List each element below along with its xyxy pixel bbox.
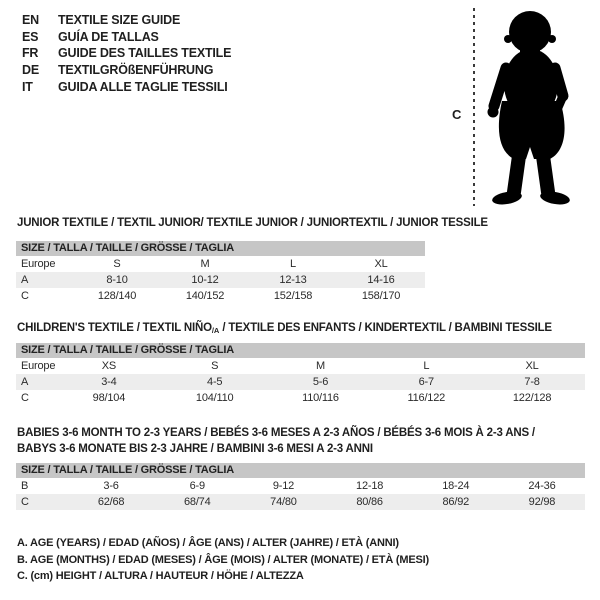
row-label: C: [21, 496, 29, 508]
table-cell: M: [200, 258, 210, 270]
table-cell: 6-9: [189, 480, 205, 492]
footnotes: [17, 535, 429, 585]
baby-silhouette-icon: [486, 6, 592, 206]
table-cell: 8-10: [106, 274, 128, 286]
language-row: [22, 12, 231, 29]
table-cell: XS: [101, 360, 117, 372]
table-cell: 24-36: [528, 480, 556, 492]
section-title-children-pre: CHILDREN'S TEXTILE / TEXTIL NIÑO: [17, 322, 212, 334]
size-table-children: [16, 343, 585, 406]
language-title: TEXTILE SIZE GUIDE: [58, 13, 181, 28]
language-title: GUIDE DES TAILLES TEXTILE: [58, 46, 232, 61]
section-title-children-sub: /A: [211, 326, 220, 335]
section-title-children-post: / TEXTILE DES ENFANTS / KINDERTEXTIL / BAMBINI TESSILE: [219, 322, 552, 334]
size-table-babies: [16, 463, 585, 510]
table-cell: 158/170: [361, 290, 401, 302]
table-cell: M: [316, 360, 325, 372]
table-row: [16, 358, 585, 374]
table-cell: 3-6: [103, 480, 119, 492]
table-cell: 74/80: [270, 496, 297, 508]
table-cell: 80/86: [356, 496, 383, 508]
table-cell: 128/140: [97, 290, 137, 302]
table-cell: 152/158: [273, 290, 313, 302]
language-code: FR: [22, 46, 39, 61]
language-row: [22, 78, 231, 95]
table-cell: L: [290, 258, 296, 270]
row-label: B: [21, 480, 29, 492]
table-cell: 12-18: [356, 480, 384, 492]
row-label: Europe: [21, 258, 56, 270]
table-cell: 110/116: [302, 392, 339, 404]
language-list: [22, 12, 231, 95]
table-cell: 122/128: [512, 392, 552, 404]
height-label-c: C: [452, 107, 462, 122]
table-cell: 4-5: [207, 376, 223, 388]
table-cell: 14-16: [367, 274, 395, 286]
footnote-c: C. (cm) HEIGHT / ALTURA / HAUTEUR / HÖHE / ALTEZZA: [17, 570, 304, 582]
language-row: [22, 62, 231, 79]
table-cell: 5-6: [312, 376, 329, 388]
table-cell: XL: [374, 258, 388, 270]
row-label: Europe: [21, 360, 56, 372]
table-cell: 7-8: [524, 376, 540, 388]
language-title: GUIDA ALLE TAGLIE TESSILI: [58, 79, 228, 94]
row-label: C: [21, 290, 29, 302]
table-cell: 86/92: [442, 496, 470, 508]
footnote-a: A. AGE (YEARS) / EDAD (AÑOS) / ÂGE (ANS) / ALTER (JAHRE) / ETÀ (ANNI): [17, 537, 399, 549]
language-code: DE: [22, 63, 39, 78]
table-cell: 116/122: [407, 392, 446, 404]
table-cell: 18-24: [442, 480, 470, 492]
table-cell: S: [211, 360, 219, 372]
table-row: [16, 374, 585, 390]
table-cell: 12-13: [279, 274, 307, 286]
table-cell: S: [113, 258, 121, 270]
language-title: TEXTILGRÖßENFÜHRUNG: [58, 63, 214, 78]
row-label: C: [21, 392, 29, 404]
language-code: ES: [22, 29, 39, 44]
language-code: EN: [22, 13, 39, 28]
table-cell: L: [423, 360, 430, 372]
size-table-header: SIZE / TALLA / TAILLE / GRÖSSE / TAGLIA: [16, 241, 425, 256]
table-row: [16, 478, 585, 494]
table-cell: 3-4: [101, 376, 117, 388]
table-cell: 68/74: [183, 496, 211, 508]
section-title-babies-line2: BABYS 3-6 MONATE BIS 2-3 JAHRE / BAMBINI 3-6 MESI A 2-3 ANNI: [17, 443, 373, 455]
table-cell: 9-12: [272, 480, 295, 492]
table-cell: XL: [525, 360, 539, 372]
table-cell: 104/110: [195, 392, 234, 404]
size-table-header: SIZE / TALLA / TAILLE / GRÖSSE / TAGLIA: [16, 463, 585, 478]
language-title: GUÍA DE TALLAS: [58, 29, 159, 44]
table-row: [16, 272, 425, 288]
table-cell: 92/98: [528, 496, 556, 508]
table-cell: 140/152: [185, 290, 225, 302]
section-title-babies-line1: BABIES 3-6 MONTH TO 2-3 YEARS / BEBÉS 3-6 MESES A 2-3 AÑOS / BÉBÉS 3-6 MOIS À 2-3 ANS /: [17, 427, 535, 439]
table-row: [16, 390, 585, 406]
table-row: [16, 256, 425, 272]
table-row: [16, 288, 425, 304]
size-table-header: SIZE / TALLA / TAILLE / GRÖSSE / TAGLIA: [16, 343, 585, 358]
row-label: A: [21, 376, 29, 388]
section-title-junior: JUNIOR TEXTILE / TEXTIL JUNIOR/ TEXTILE JUNIOR / JUNIORTEXTIL / JUNIOR TESSILE: [17, 217, 488, 229]
table-cell: 98/104: [92, 392, 126, 404]
table-cell: 62/68: [97, 496, 125, 508]
language-row: [22, 45, 231, 62]
language-code: IT: [22, 79, 33, 94]
table-cell: 10-12: [191, 274, 219, 286]
height-measure-dashed-line: [473, 8, 475, 206]
row-label: A: [21, 274, 29, 286]
table-row: [16, 494, 585, 510]
language-row: [22, 29, 231, 46]
section-title-children: [17, 322, 552, 335]
footnote-b: B. AGE (MONTHS) / EDAD (MESES) / ÂGE (MOIS) / ALTER (MONATE) / ETÀ (MESI): [17, 553, 429, 566]
size-table-junior: [16, 241, 425, 304]
table-cell: 6-7: [418, 376, 434, 388]
